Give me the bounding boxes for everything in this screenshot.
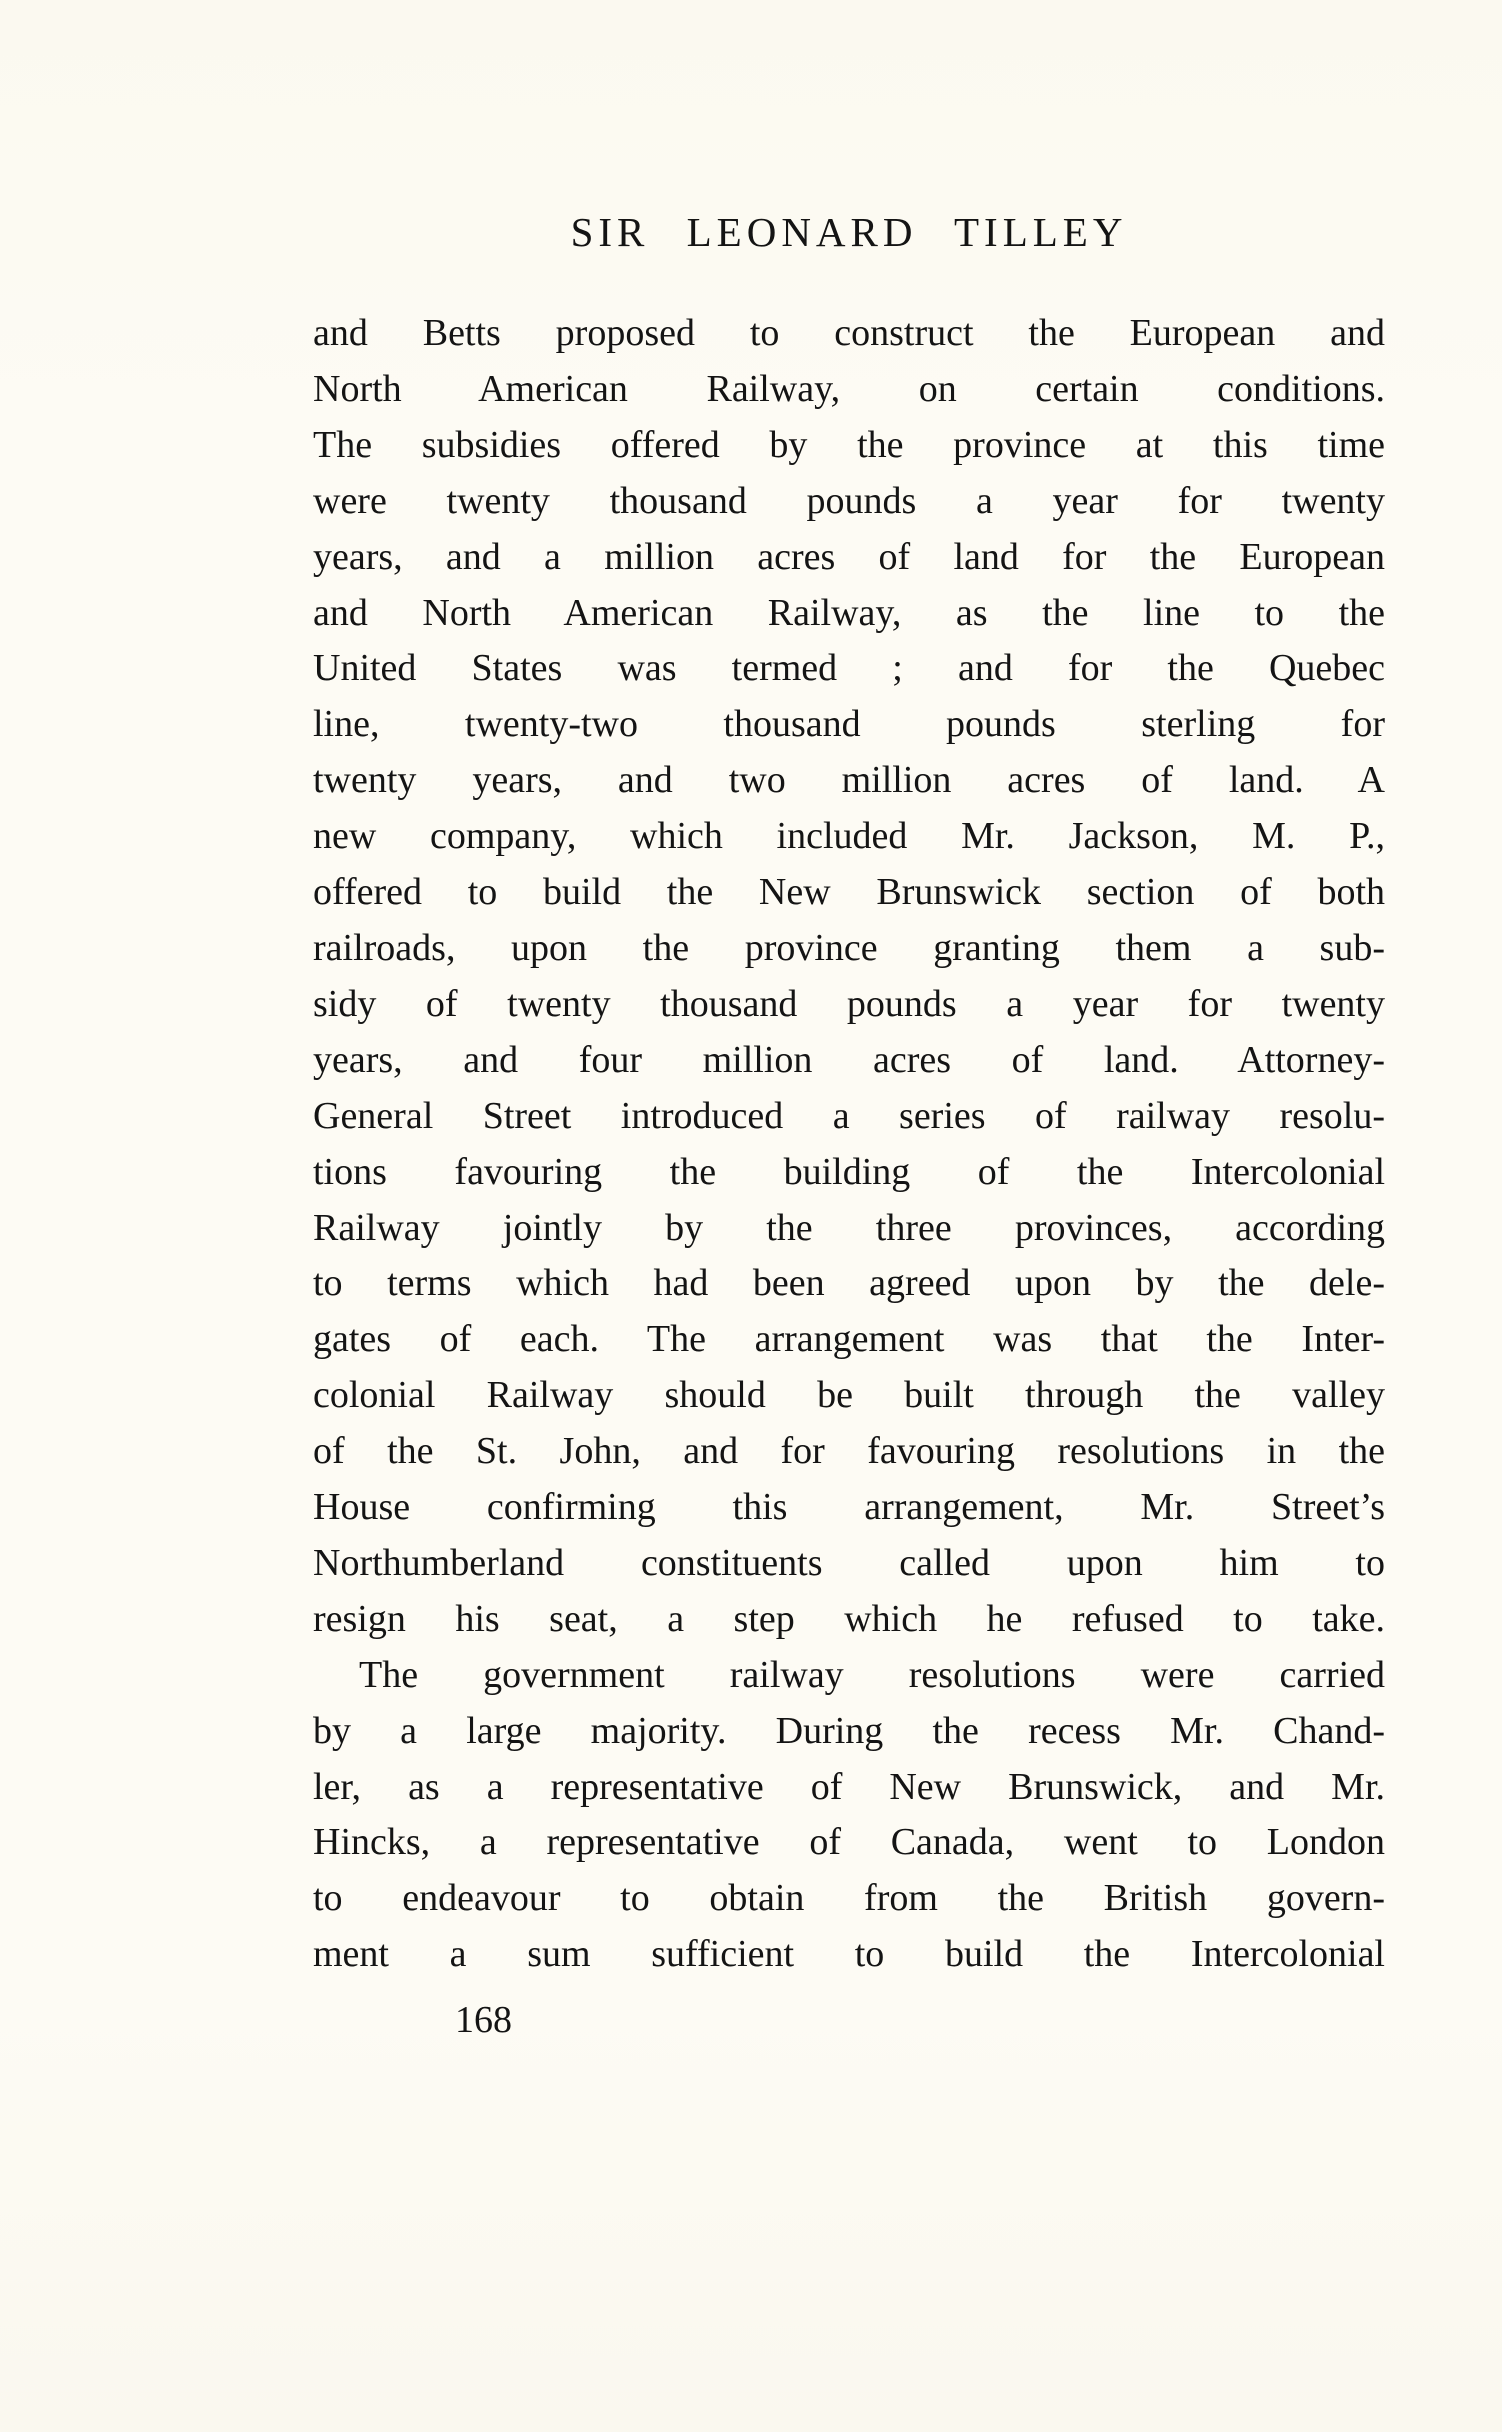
- text-line: offered to build the New Brunswick section of both: [313, 871, 1385, 914]
- text-line: years, and four million acres of land. Attorney-: [313, 1038, 1385, 1081]
- text-line: were twenty thousand pounds a year for twenty: [313, 479, 1385, 522]
- text-line: Hincks, a representative of Canada, went to London: [313, 1821, 1385, 1864]
- text-line: years, and a million acres of land for the European: [313, 535, 1385, 578]
- text-line: ment a sum sufficient to build the Intercolonial: [313, 1933, 1385, 1976]
- text-line: new company, which included Mr. Jackson, M. P.,: [313, 815, 1385, 858]
- text-line: of the St. John, and for favouring resolutions in the: [313, 1430, 1385, 1473]
- text-line: resign his seat, a step which he refused to take.: [313, 1597, 1385, 1640]
- text-line: and Betts proposed to construct the European and: [313, 312, 1385, 354]
- text-line: sidy of twenty thousand pounds a year for twenty: [313, 982, 1385, 1025]
- text-line: gates of each. The arrangement was that the Inter-: [313, 1318, 1385, 1361]
- text-line: to terms which had been agreed upon by the dele-: [313, 1262, 1385, 1305]
- text-line: United States was termed ; and for the Quebec: [313, 647, 1385, 690]
- text-line: The government railway resolutions were carried: [359, 1653, 1385, 1696]
- text-line: tions favouring the building of the Intercolonial: [313, 1150, 1385, 1193]
- text-line: by a large majority. During the recess Mr. Chand-: [313, 1709, 1385, 1752]
- text-line: to endeavour to obtain from the British govern-: [313, 1877, 1385, 1920]
- text-line: and North American Railway, as the line to the: [313, 591, 1385, 634]
- running-header: SIR LEONARD TILLEY: [570, 209, 1128, 255]
- page-number: 168: [455, 1999, 512, 2041]
- text-line: line, twenty-two thousand pounds sterling for: [313, 703, 1385, 746]
- text-line: twenty years, and two million acres of land. A: [313, 759, 1385, 802]
- text-line: Railway jointly by the three provinces, according: [313, 1206, 1385, 1249]
- text-line: North American Railway, on certain conditions.: [313, 367, 1385, 410]
- text-line: ler, as a representative of New Brunswick, and Mr.: [313, 1765, 1385, 1808]
- text-line: General Street introduced a series of railway resolu-: [313, 1094, 1385, 1137]
- text-line: House confirming this arrangement, Mr. Street’s: [313, 1486, 1385, 1529]
- text-line: Northumberland constituents called upon him to: [313, 1541, 1385, 1584]
- body-text: [313, 306, 1385, 1983]
- text-line: colonial Railway should be built through the valley: [313, 1374, 1385, 1417]
- text-line: The subsidies offered by the province at this time: [313, 423, 1385, 466]
- text-line: railroads, upon the province granting them a sub-: [313, 926, 1385, 969]
